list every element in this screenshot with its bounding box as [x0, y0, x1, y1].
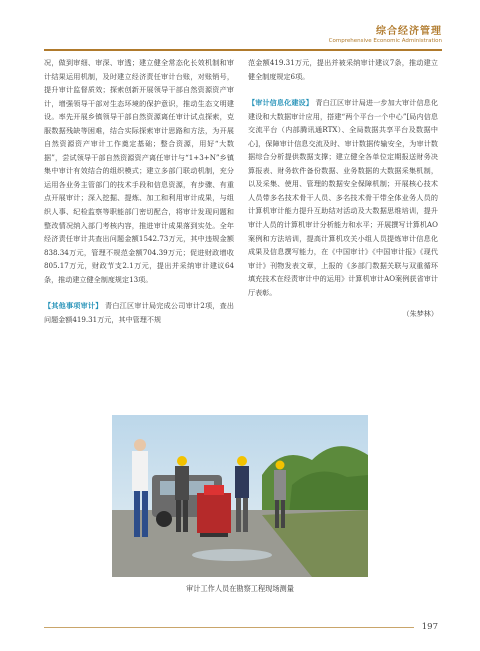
heading-it-construction: 【审计信息化建设】 [248, 98, 313, 108]
paragraph-it-construction-text: 青白江区审计局进一步加大审计信息化建设和大数据审计应用，搭建“两个平台一个中心”[局内信息交流平台（内部腾讯通RTX）、全局数据共享平台及数据中心]，保障审计信息交流及时、审计数据传输安全，为审计数据综合分析提供数据支撑；建立健全各单位定期报送财务决算报表、财务软件备份数据、业务数据的大数据采集机制，以及采集、使用、管理的数据安全保障机制；开展核心技术人员带多名技术骨干人员、多名技术骨干带全体业务人员的计算机审计能力提升互助结对活动及大数据思维培训，提升审计人员的计算机审计分析能力和水平；开展撰写计算机AO案例和方法培训，提高计算机攻关小组人员提炼审计信息化成果及信息撰写能力，在《中国审计》《中国审计报》《现代审计》刊物发表文章，上报的《多部门数据关联与双重循环填充技术在经责审计中的运用》计算机审计AO案例获省审计厅表彰。 [248, 98, 438, 297]
paragraph-other-audits [44, 299, 234, 326]
page-number: 197 [421, 622, 438, 632]
author-credit: （朱梦林） [402, 309, 438, 319]
section-title: 综合经济管理 [376, 26, 442, 37]
left-column [44, 56, 234, 326]
photo-illustration [112, 415, 368, 577]
header-divider [44, 49, 442, 51]
photo-caption: 审计工作人员在勘察工程现场测量 [186, 584, 294, 593]
section-subtitle: Comprehensive Economic Administration [328, 38, 442, 44]
paragraph-continued: 范金额419.31万元，提出并被采纳审计建议7条，推动建立健全制度规定6项。 [248, 58, 438, 81]
footer-divider [44, 627, 414, 628]
site-survey-photo [112, 415, 368, 577]
paragraph-gap [44, 286, 234, 299]
paragraph-economic-responsibility: 况，做到审细、审深、审透；建立健全常态化长效机制和审计结果运用机制，及时建立经济责任审计台账，对账销号，提升审计监督质效；探索创新开展领导干部自然资源资产审计，增强领导干部对生态环境的保护意识，推动生态文明建设。率先开展乡镇领导干部自然资源离任审计试点探索，克服数据残缺等困难，结合实际探索审计思路和方法，为开展自然资源资产审计工作奠定基础；整合资源，用好“大数据”，尝试领导干部自然资源资产离任审计与“1+3+N”乡镇集中审计有效结合的组织模式；建立多部门联动机制，充分运用各业务主管部门的技术手段和信息资源，有步骤、有重点开展审计；深入挖掘、提炼、加工和利用审计成果，与组织人事、纪检监察等职能部门密切配合，将审计发现问题和整改情况纳入部门考核内容，推进审计成果落到实处。全年经济责任审计共查出问题金额1542.73万元，其中违规金额838.34万元，管理不规范金额704.39万元；促进财政增收805.17万元，财政节支2.1万元，提出并采纳审计建议64条，推动建立健全制度规定13项。 [44, 58, 234, 284]
right-column [248, 56, 438, 321]
paragraph-other-audits-text: 青白江区审计局完成公司审计2项，查出问题金额419.31万元，其中管理不规 [44, 301, 234, 324]
paragraph-gap [248, 83, 438, 96]
heading-other-audits: 【其他事项审计】 [44, 301, 103, 311]
paragraph-it-construction [248, 96, 438, 299]
page-header [329, 22, 442, 44]
